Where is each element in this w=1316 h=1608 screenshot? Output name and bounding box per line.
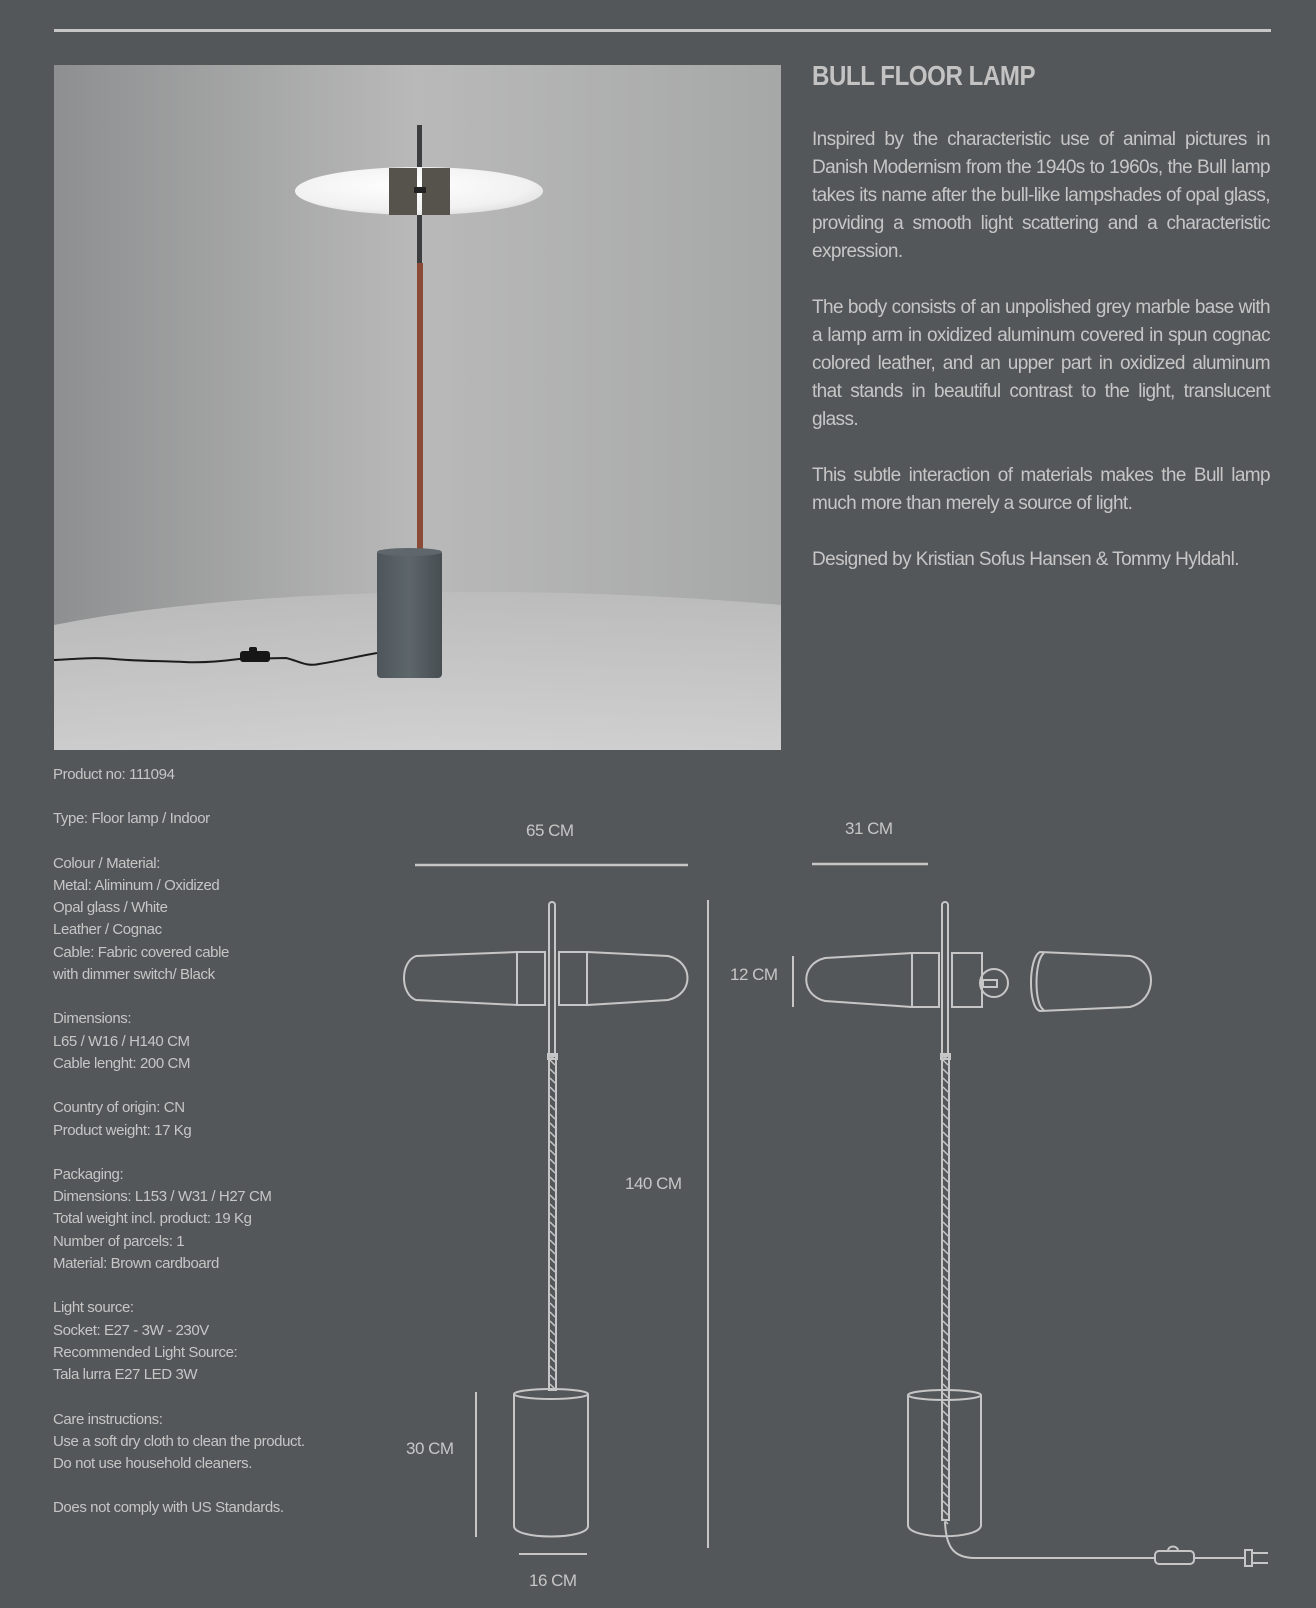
hatch-stroke bbox=[943, 1294, 948, 1299]
hatch-stroke bbox=[943, 1474, 948, 1479]
spec-type bbox=[53, 808, 383, 830]
side-dimmer-knob bbox=[1168, 1547, 1178, 1552]
height-dimension-label: 140 CM bbox=[625, 1174, 682, 1193]
hatch-stroke bbox=[943, 1204, 948, 1209]
spec-line: Material: Brown cardboard bbox=[53, 1255, 219, 1273]
hatch-stroke bbox=[943, 1186, 948, 1191]
hatch-stroke bbox=[550, 1195, 555, 1200]
hatch-stroke bbox=[550, 1078, 555, 1083]
hatch-stroke bbox=[550, 1177, 555, 1182]
hatch-stroke bbox=[550, 1276, 555, 1281]
spec-line: Cable: Fabric covered cable bbox=[53, 943, 229, 961]
hatch-stroke bbox=[943, 1465, 948, 1470]
front-shade-right bbox=[587, 952, 688, 1005]
front-holder-right bbox=[559, 952, 587, 1005]
hatch-stroke bbox=[550, 1294, 555, 1299]
hatch-stroke bbox=[943, 1375, 948, 1380]
lamp-photo-illustration bbox=[54, 65, 781, 750]
spec-product-no bbox=[53, 764, 383, 786]
hatch-stroke bbox=[943, 1105, 948, 1110]
plug-icon bbox=[1245, 1550, 1252, 1566]
spec-line: Use a soft dry cloth to clean the product. bbox=[53, 1432, 305, 1450]
product-title: BULL FLOOR LAMP bbox=[812, 60, 1036, 91]
hatch-stroke bbox=[550, 1087, 555, 1092]
hatch-stroke bbox=[943, 1519, 948, 1524]
hatch-stroke bbox=[550, 1348, 555, 1353]
front-holder-left bbox=[517, 952, 545, 1005]
side-arm-collar bbox=[941, 1054, 950, 1059]
base-width-dimension-label: 16 CM bbox=[529, 1571, 577, 1590]
top-rule bbox=[54, 29, 1271, 32]
hatch-stroke bbox=[943, 1348, 948, 1353]
hatch-stroke bbox=[943, 1141, 948, 1146]
spec-line: Opal glass / White bbox=[53, 899, 168, 917]
spec-line: Light source: bbox=[53, 1299, 134, 1317]
hatch-stroke bbox=[550, 1159, 555, 1164]
hatch-stroke bbox=[943, 1429, 948, 1434]
spec-line: Product no: 111094 bbox=[53, 766, 175, 783]
hatch-stroke bbox=[943, 1276, 948, 1281]
hatch-stroke bbox=[550, 1375, 555, 1380]
hatch-stroke bbox=[550, 1285, 555, 1290]
hatch-stroke bbox=[943, 1123, 948, 1128]
dimmer-knob bbox=[249, 647, 257, 653]
front-shade-left bbox=[404, 952, 517, 1005]
spec-line: Cable lenght: 200 CM bbox=[53, 1054, 191, 1072]
spec-light-source bbox=[53, 1297, 383, 1386]
hatch-stroke bbox=[943, 1303, 948, 1308]
shade-height-dimension-label: 12 CM bbox=[730, 965, 778, 984]
spec-colour-material bbox=[53, 853, 383, 987]
hatch-stroke bbox=[943, 1060, 948, 1065]
spec-line: Country of origin: CN bbox=[53, 1099, 185, 1117]
hatch-stroke bbox=[550, 1168, 555, 1173]
description-paragraph: The body consists of an unpolished grey marble base with a lamp arm in oxidized aluminum covered in spun cognac colored leather, and an upper part in oxidized aluminum that stands in beautiful contrast to the light, translucent glass. bbox=[812, 297, 1270, 430]
spec-line: Care instructions: bbox=[53, 1410, 163, 1428]
spec-line: Does not comply with US Standards. bbox=[53, 1499, 284, 1517]
bulb-filament bbox=[983, 980, 997, 987]
hatch-stroke bbox=[550, 1222, 555, 1227]
hatch-stroke bbox=[943, 1384, 948, 1389]
hatch-stroke bbox=[943, 1168, 948, 1173]
marble-base bbox=[377, 550, 442, 678]
hatch-stroke bbox=[943, 1366, 948, 1371]
front-base bbox=[514, 1394, 588, 1537]
hatch-stroke bbox=[943, 1150, 948, 1155]
shade-holder-right bbox=[422, 168, 450, 215]
hatch-stroke bbox=[550, 1330, 555, 1335]
hatch-stroke bbox=[550, 1123, 555, 1128]
hatch-stroke bbox=[943, 1420, 948, 1425]
hatch-stroke bbox=[943, 1258, 948, 1263]
spec-line: Leather / Cognac bbox=[53, 921, 162, 939]
spec-compliance bbox=[53, 1497, 383, 1519]
spec-line: Metal: Aliminum / Oxidized bbox=[53, 876, 220, 894]
front-upper-pole bbox=[549, 902, 555, 1057]
spec-line: Recommended Light Source: bbox=[53, 1343, 238, 1361]
hatch-stroke bbox=[550, 1150, 555, 1155]
side-shade-detached bbox=[1031, 952, 1151, 1011]
hatch-stroke bbox=[943, 1321, 948, 1326]
hatch-stroke bbox=[943, 1456, 948, 1461]
hatch-stroke bbox=[550, 1069, 555, 1074]
hatch-stroke bbox=[550, 1312, 555, 1317]
hatch-stroke bbox=[550, 1249, 555, 1254]
hatch-stroke bbox=[550, 1132, 555, 1137]
description-paragraph: Inspired by the characteristic use of animal pictures in Danish Modernism from the 1940s to 1960s, the Bull lamp takes its name after the bull-like lampshades of opal glass, providing a smooth light scattering and a characteristic expression. bbox=[812, 129, 1270, 262]
hatch-stroke bbox=[943, 1159, 948, 1164]
product-description bbox=[812, 126, 1270, 602]
hatch-stroke bbox=[943, 1402, 948, 1407]
hatch-stroke bbox=[550, 1339, 555, 1344]
hatch-stroke bbox=[943, 1483, 948, 1488]
hatch-stroke bbox=[550, 1303, 555, 1308]
side-upper-pole bbox=[942, 902, 948, 1057]
designer-credit: Designed by Kristian Sofus Hansen & Tommy Hyldahl. bbox=[812, 549, 1239, 570]
hatch-stroke bbox=[550, 1204, 555, 1209]
depth-dimension-label: 31 CM bbox=[845, 819, 893, 838]
marble-base-top bbox=[377, 548, 442, 556]
spec-line: Total weight incl. product: 19 Kg bbox=[53, 1210, 252, 1228]
front-leather-arm bbox=[549, 1055, 556, 1390]
side-holder-right bbox=[952, 953, 982, 1007]
spec-line: Dimensions: bbox=[53, 1010, 132, 1028]
spec-line: Packaging: bbox=[53, 1165, 124, 1183]
spec-line: Do not use household cleaners. bbox=[53, 1455, 252, 1473]
product-photo bbox=[54, 65, 781, 750]
hatch-stroke bbox=[943, 1249, 948, 1254]
hatch-stroke bbox=[550, 1114, 555, 1119]
hatch-stroke bbox=[550, 1240, 555, 1245]
side-cable bbox=[945, 1522, 1155, 1558]
hatch-stroke bbox=[550, 1105, 555, 1110]
leather-arm bbox=[417, 263, 423, 553]
hatch-stroke bbox=[550, 1321, 555, 1326]
hatch-stroke bbox=[550, 1141, 555, 1146]
hatch-stroke bbox=[943, 1195, 948, 1200]
side-dimmer-switch bbox=[1155, 1551, 1194, 1564]
spec-care bbox=[53, 1409, 383, 1476]
spec-line: Dimensions: L153 / W31 / H27 CM bbox=[53, 1188, 272, 1206]
leather-hatching bbox=[550, 1060, 948, 1524]
hatch-stroke bbox=[550, 1366, 555, 1371]
shade-rim bbox=[1037, 953, 1045, 1010]
hatch-stroke bbox=[943, 1330, 948, 1335]
hatch-stroke bbox=[550, 1384, 555, 1389]
spec-list bbox=[53, 764, 383, 1542]
description-paragraph: This subtle interaction of materials makes the Bull lamp much more than merely a source of light. bbox=[812, 465, 1270, 514]
hatch-stroke bbox=[943, 1447, 948, 1452]
hatch-stroke bbox=[943, 1240, 948, 1245]
hatch-stroke bbox=[943, 1411, 948, 1416]
spec-line: Socket: E27 - 3W - 230V bbox=[53, 1321, 209, 1339]
hatch-stroke bbox=[943, 1339, 948, 1344]
spec-line: Number of parcels: 1 bbox=[53, 1232, 185, 1250]
side-leather-arm bbox=[942, 1055, 949, 1520]
hatch-stroke bbox=[943, 1069, 948, 1074]
hatch-stroke bbox=[943, 1213, 948, 1218]
hatch-stroke bbox=[943, 1132, 948, 1137]
spec-origin-weight bbox=[53, 1097, 383, 1142]
hatch-stroke bbox=[550, 1231, 555, 1236]
hatch-stroke bbox=[943, 1222, 948, 1227]
hatch-stroke bbox=[943, 1177, 948, 1182]
shade-holder-left bbox=[389, 168, 417, 215]
spec-line: Colour / Material: bbox=[53, 854, 161, 872]
hatch-stroke bbox=[943, 1357, 948, 1362]
hatch-stroke bbox=[943, 1285, 948, 1290]
hatch-stroke bbox=[943, 1078, 948, 1083]
hatch-stroke bbox=[550, 1213, 555, 1218]
hatch-stroke bbox=[550, 1258, 555, 1263]
hatch-stroke bbox=[943, 1096, 948, 1101]
spec-line: with dimmer switch/ Black bbox=[53, 966, 215, 984]
hatch-stroke bbox=[943, 1114, 948, 1119]
side-bulb bbox=[980, 969, 1008, 997]
spec-line: Type: Floor lamp / Indoor bbox=[53, 810, 210, 828]
hatch-stroke bbox=[550, 1267, 555, 1272]
hatch-stroke bbox=[943, 1438, 948, 1443]
hatch-stroke bbox=[550, 1357, 555, 1362]
hatch-stroke bbox=[943, 1231, 948, 1236]
hatch-stroke bbox=[943, 1312, 948, 1317]
side-base bbox=[908, 1395, 981, 1536]
hatch-stroke bbox=[943, 1087, 948, 1092]
spec-line: L65 / W16 / H140 CM bbox=[53, 1032, 190, 1050]
hatch-stroke bbox=[943, 1393, 948, 1398]
side-shade-left bbox=[806, 953, 912, 1007]
front-base-top bbox=[514, 1389, 588, 1399]
side-holder-left bbox=[912, 953, 939, 1007]
hatch-stroke bbox=[943, 1501, 948, 1506]
front-arm-collar bbox=[548, 1054, 557, 1059]
width-dimension-label: 65 CM bbox=[526, 821, 574, 840]
spec-packaging bbox=[53, 1164, 383, 1275]
hatch-stroke bbox=[550, 1186, 555, 1191]
hatch-stroke bbox=[943, 1267, 948, 1272]
spec-dimensions bbox=[53, 1008, 383, 1075]
hatch-stroke bbox=[550, 1096, 555, 1101]
spec-line: Tala lurra E27 LED 3W bbox=[53, 1366, 198, 1384]
shade-joint bbox=[414, 187, 426, 193]
side-base-top bbox=[908, 1390, 981, 1400]
spec-line: Product weight: 17 Kg bbox=[53, 1121, 192, 1139]
hatch-stroke bbox=[943, 1492, 948, 1497]
base-height-dimension-label: 30 CM bbox=[406, 1439, 454, 1458]
hatch-stroke bbox=[550, 1060, 555, 1065]
hatch-stroke bbox=[943, 1510, 948, 1515]
